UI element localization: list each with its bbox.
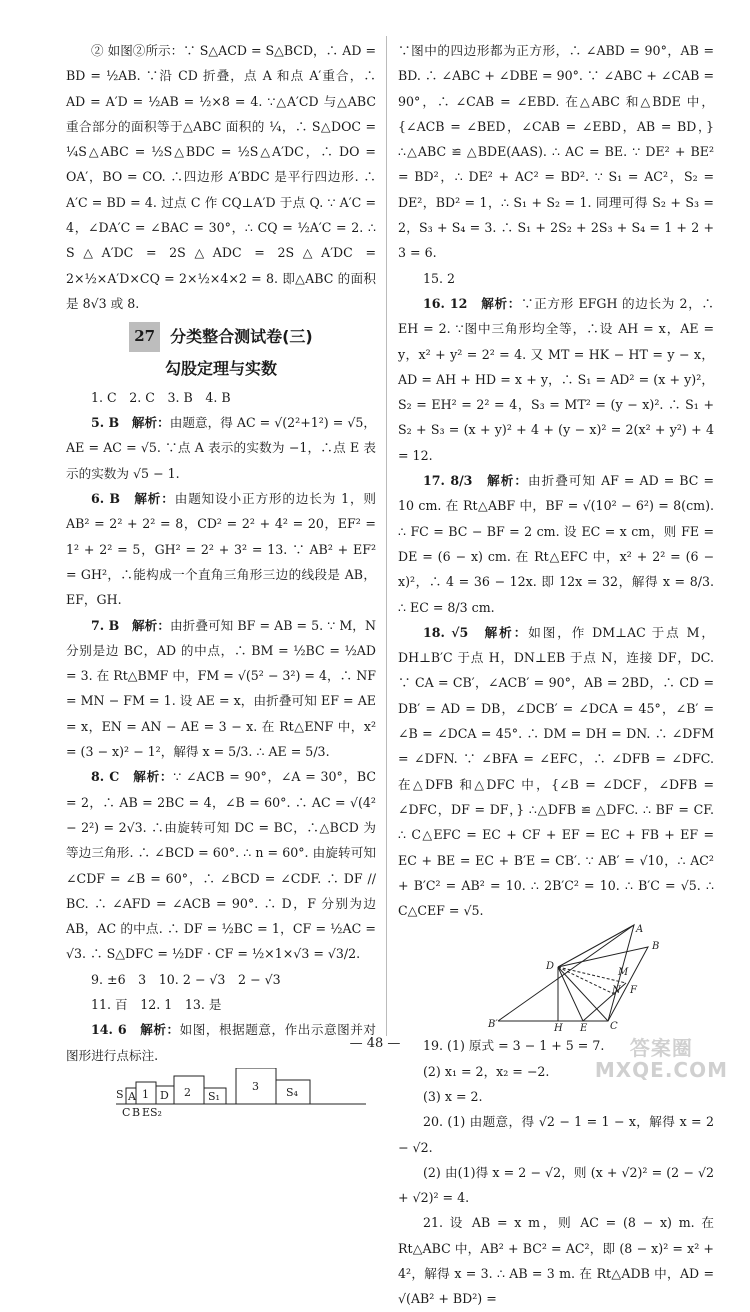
fig18-label-C: C — [610, 1021, 618, 1033]
watermark-line-1: 答案圈 — [629, 1036, 693, 1060]
answer-21: 21. 设 AB = x m，则 AC = (8 − x) m. 在 Rt△ABC 中，AB² + BC² = AC²，即 (8 − x)² = x² + 4²，解得 x = 3. ∴ AB = 3 m. 在 Rt△ADB 中，AD = √(AB² + BD²) = — [398, 1215, 714, 1307]
fig18-label-E: E — [580, 1023, 588, 1034]
watermark-line-2: MXQE.COM — [594, 1058, 728, 1082]
unit-header — [66, 322, 376, 351]
answer-16 — [398, 291, 714, 468]
fig14-label-1: 1 — [142, 1087, 149, 1101]
answer-18-body: 如图，作 DM⊥AC 于点 M，DH⊥B′C 于点 H，DN⊥EB 于点 N，连接 DF，DC. ∵ CA = CB′，∠ACB′ = 90°，AB = 2BD，∴ CD = DB′ = AD = DB，∠DCB′ = ∠DCA = 45°，∠B′ = ∠B = ∠DCA = 45°. ∴ DM = DH = DN. ∴ ∠DFM = ∠DFN. ∵ ∠BFA = ∠EFC，∴ ∠DFB = ∠DFC. 在△DFB 和△DFC 中，{∠B = ∠DCF，∠DFB = ∠DFC，DF = DF，} ∴△DFB ≌ △DFC. ∴ BF = CF. ∴ C△EFC = EC + CF + EF = EC + FB + EF = EC + BE = EC + B′E = CB′. ∵ AB′ = √10，∴ AC² + B′C² = AB² = 10. ∴ 2B′C² = 10. ∴ B′C = √5. ∴ C△CEF = √5. — [398, 624, 714, 919]
solution-paragraph-continued: ② 如图②所示：∵ S△ACD = S△BCD，∴ AD = BD = ½AB. ∵沿 CD 折叠，点 A 和点 A′重合，∴ AD = A′D = ½AB = ½×8 = 4. ∵△A′CD 与△ABC 重合部分的面积等于△ABC 面积的 ¼，∴ S△DOC = ¼S△ABC = ½S△BDC = ½S△A′DC，∴ DO = OA′，BO = CO. ∴四边形 A′BDC 是平行四边形. ∴ A′C = BD = 4. 过点 C 作 CQ⊥A′D 于点 Q. ∵ A′C = 4，∠DA′C = ∠BAC = 30°，∴ CQ = ½A′C = 2. ∴ S△A′DC = 2S△ADC = 2S△A′DC = 2×½×A′D×CQ = 2×½×4×2 = 8. 即△ABC 的面积是 8√3 或 8. — [66, 43, 376, 311]
answer-14-head: 14. 6 解析： — [91, 1022, 180, 1038]
answer-6-body: 由题知设小正方形的边长为 1，则 AB² = 2² + 2² = 8，CD² = 2² + 4² = 20，EF² = 1² + 2² = 5，GH² = 2² + 3² = 13. ∵ AB² + EF² = GH²，∴能构成一个直角三角形三边的线段是 AB，EF，GH. — [66, 491, 376, 608]
answer-18-head: 18. √5 解析： — [423, 624, 529, 640]
fig18-label-A: A — [636, 924, 644, 936]
fig14-label-S: S — [116, 1087, 124, 1101]
answer-17-head: 17. 8/3 解析： — [423, 473, 528, 489]
fig14-label-S4: S₄ — [286, 1085, 298, 1099]
column-divider — [386, 36, 387, 1036]
fig14-label-S1: S₁ — [208, 1089, 220, 1103]
answer-17-body: 由折叠可知 AF = AD = BC = 10 cm. 在 Rt△ABF 中，BF = √(10² − 6²) = 8(cm). ∴ FC = BC − BF = 2 cm. 设 EC = x cm，则 FE = DE = (6 − x) cm. 在 Rt△EFC 中，x² + 2² = (6 − x)²，∴ 4 = 36 − 12x. 即 12x = 32，解得 x = 8/3. ∴ EC = 8/3 cm. — [398, 473, 715, 615]
answer-20-1: 20. (1) 由题意，得 √2 − 1 = 1 − x，解得 x = 2 − √2. — [398, 1114, 714, 1155]
watermark-logo — [595, 1037, 728, 1081]
fig14-label-S2: S₂ — [150, 1105, 162, 1118]
figure-18-triangles — [398, 923, 714, 1033]
answer-5 — [66, 410, 376, 486]
fig18-label-D: D — [546, 961, 555, 973]
answer-19-2: (2) x₁ = 2，x₂ = −2. — [423, 1063, 550, 1079]
answer-8-body: ∵ ∠ACB = 90°，∠A = 30°，BC = 2，∴ AB = 2BC = 4，∠B = 60°. ∴ AC = √(4² − 2²) = 2√3. ∴由旋转可知 DC = BC，∴△BCD 为等边三角形. ∴ ∠BCD = 60°. ∴ n = 60°. 由旋转可知 ∠CDF = ∠B = 60°，∴ ∠BCD = ∠CDF. ∴ DF // BC. ∴ ∠AFD = ∠ACB = 90°. ∴ D，F 分别为边 AB，AC 的中点. ∴ DF = ½BC = 1，CF = ½AC = √3. ∴ S△DFC = ½DF · CF = ½×1×√3 = √3/2. — [66, 769, 376, 962]
fig14-label-E: E — [142, 1105, 151, 1118]
answer-17 — [398, 468, 714, 620]
unit-title: 分类整合测试卷(三) — [170, 327, 313, 347]
figure-14-squares — [66, 1068, 376, 1118]
fig14-label-B: B — [132, 1105, 141, 1118]
fig18-label-F: F — [630, 985, 637, 997]
answer-7-head: 7. B 解析： — [91, 617, 170, 633]
answer-19-1: 19. (1) 原式 = 3 − 1 + 5 = 7. — [423, 1038, 605, 1054]
answers-1-4: 1. C 2. C 3. B 4. B — [91, 389, 231, 405]
fig18-label-B: B — [652, 941, 660, 953]
answer-5-body: 由题意，得 AC = √(2²+1²) = √5，AE = AC = √5. ∵点 A 表示的实数为 −1，∴点 E 表示的实数为 √5 − 1. — [66, 415, 376, 481]
fig14-label-D: D — [160, 1088, 169, 1102]
answer-16-head: 16. 12 解析： — [423, 295, 521, 311]
answer-7 — [66, 613, 376, 765]
answer-8-head: 8. C 解析： — [91, 769, 174, 785]
right-column — [398, 38, 714, 1312]
answer-18 — [398, 620, 714, 924]
fig18-label-B-prime: B′ — [488, 1019, 498, 1031]
answer-15: 15. 2 — [423, 270, 456, 286]
answer-5-head: 5. B 解析： — [91, 415, 170, 431]
answer-19-3: (3) x = 2. — [423, 1088, 483, 1104]
left-column — [66, 38, 376, 1118]
answer-8 — [66, 764, 376, 966]
answer-20-2: (2) 由(1)得 x = 2 − √2，则 (x + √2)² = (2 − √2 + √2)² = 4. — [398, 1164, 714, 1206]
fig14-label-2: 2 — [184, 1085, 191, 1099]
unit-subtitle: 勾股定理与实数 — [164, 358, 277, 378]
unit-number-badge: 27 — [129, 322, 160, 351]
answer-7-body: 由折叠可知 BF = AB = 5. ∵ M，N 分别是边 BC，AD 的中点，∴ BM = ½BC = ½AD = 3. 在 Rt△BMF 中，FM = √(5² − 3²) = 4，∴ NF = MN − FM = 1. 设 AE = x，由折叠可知 EF = AE = x，EN = AN − AE = 3 − x. 在 Rt△ENF 中，x² = (3 − x)² − 1²，解得 x = 5/3. ∴ AE = 5/3. — [66, 617, 376, 760]
answers-9-10: 9. ±6 3 10. 2 − √3 2 − √3 — [91, 971, 281, 987]
fig14-label-3: 3 — [252, 1079, 259, 1093]
answers-11-13: 11. 百 12. 1 13. 是 — [91, 996, 222, 1012]
fig18-label-M: M — [618, 967, 629, 979]
fig14-label-A: A — [128, 1089, 136, 1103]
page-number: — 48 — — [349, 1036, 401, 1051]
answer-14-body: 如图，根据题意，作出示意图并对图形进行点标注. — [66, 1022, 377, 1063]
answer-16-body: ∵正方形 EFGH 的边长为 2，∴ EH = 2. ∵图中三角形均全等，∴设 AH = x，AE = y，x² + y² = 2² = 4. 又 MT = HK − HT = y − x，AD = AH + HD = x + y，∴ S₁ = AD² = (x + y)²，S₂ = EH² = 2² = 4，S₃ = MT² = (y − x)². ∴ S₁ + S₂ + S₃ = (x + y)² + 4 + (y − x)² = 2(x² + y²) + 4 = 12. — [398, 295, 715, 463]
answer-6 — [66, 486, 376, 612]
solution-14-continued: ∵图中的四边形都为正方形，∴ ∠ABD = 90°，AB = BD. ∴ ∠ABC + ∠DBE = 90°. ∵ ∠ABC + ∠CAB = 90°，∴ ∠CAB = ∠EBD. 在△ABC 和△BDE 中，{∠ACB = ∠BED，∠CAB = ∠EBD，AB = BD，} ∴△ABC ≌ △BDE(AAS). ∴ AC = BE. ∵ DE² + BE² = BD²，∴ DE² + AC² = BD². ∵ S₁ = AC²，S₂ = DE²，BD² = 1，∴ S₁ + S₂ = 1. 同理可得 S₂ + S₃ = 2，S₃ + S₄ = 3. ∴ S₁ + 2S₂ + 2S₃ + S₄ = 1 + 2 + 3 = 6. — [398, 43, 714, 261]
fig18-label-N: N — [612, 985, 621, 997]
answer-6-head: 6. B 解析： — [91, 491, 175, 507]
fig14-label-C: C — [122, 1105, 131, 1118]
fig18-label-H: H — [554, 1023, 563, 1034]
